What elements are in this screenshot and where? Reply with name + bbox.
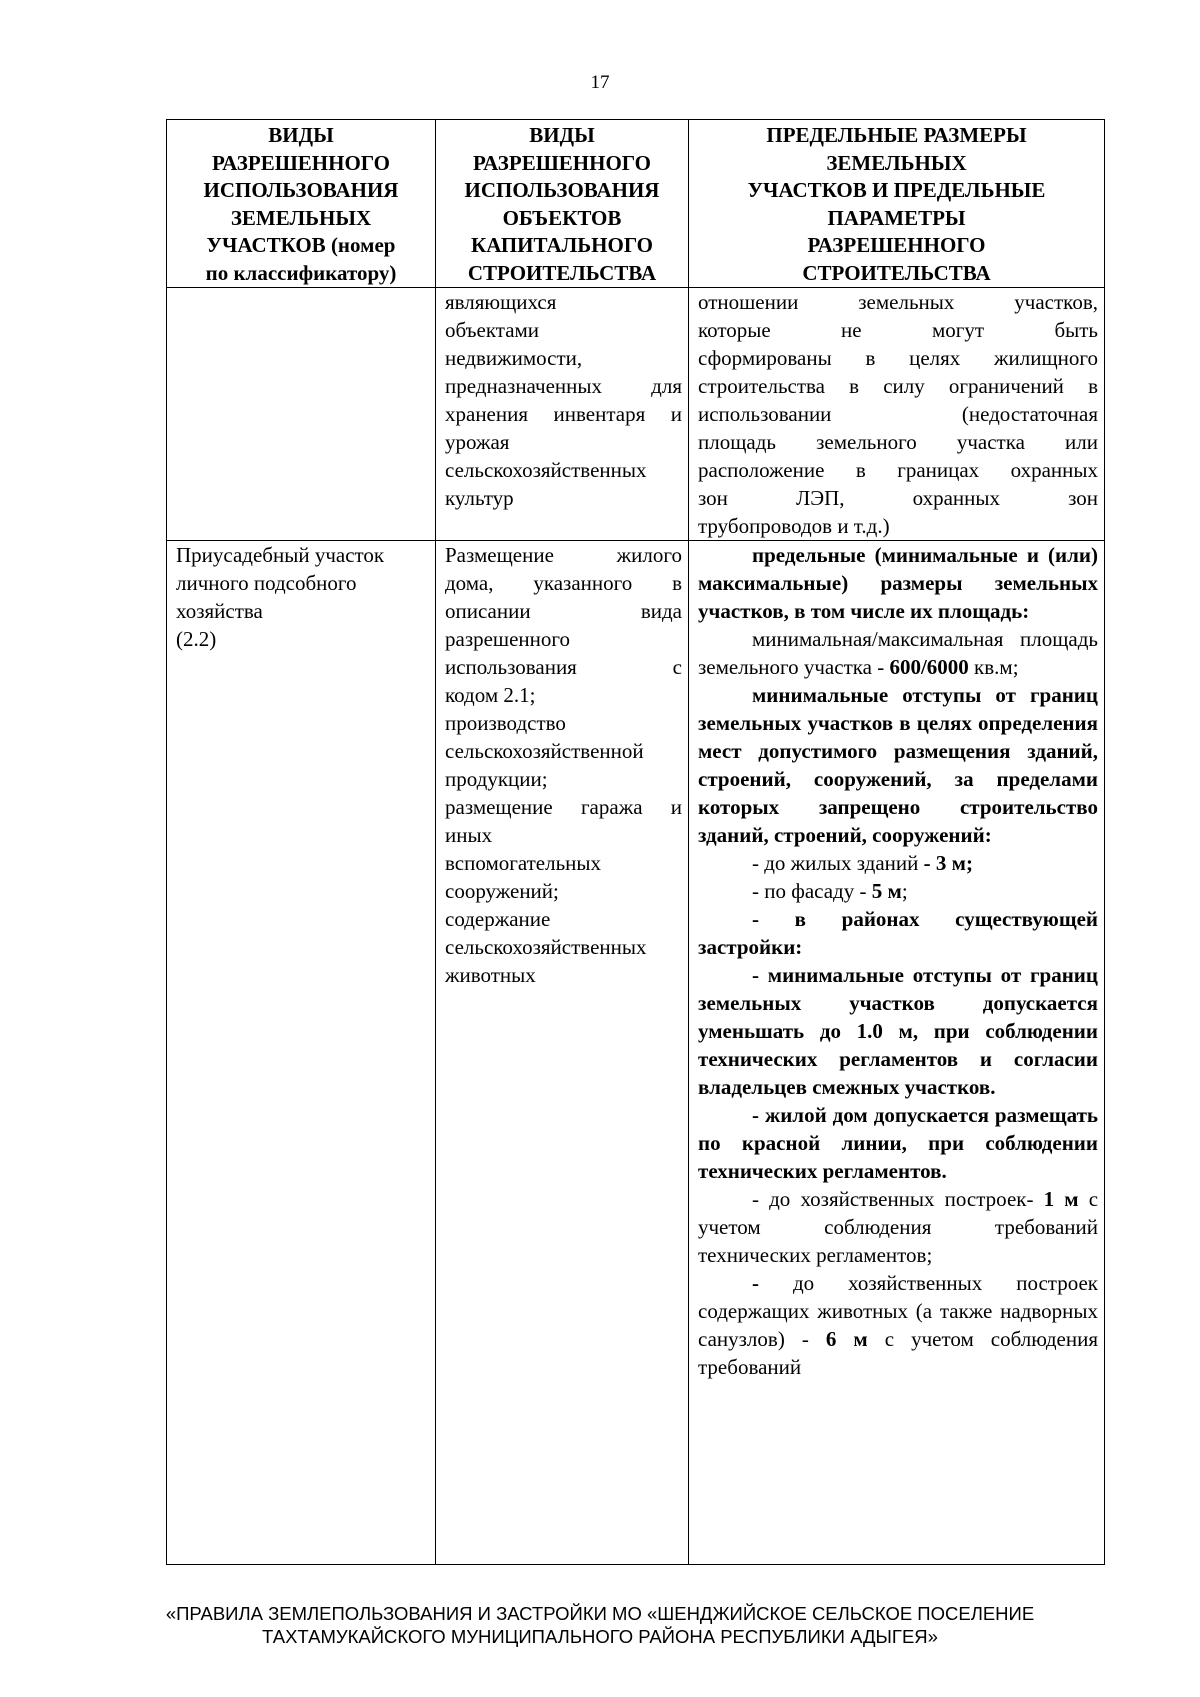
paragraph-area <box>698 625 1098 681</box>
header-line: СТРОИТЕЛЬСТВА <box>467 260 657 285</box>
animal-outbuildings-value: 6 м <box>825 1327 868 1351</box>
paragraph-red-line: - жилой дом допускается размещать по красной линии, при соблюдении технических регламентов. <box>698 1103 1098 1183</box>
cell-line: разрешенного <box>445 627 570 651</box>
header-line: ИСПОЛЬЗОВАНИЯ <box>464 178 660 202</box>
outbuildings-value: 1 м <box>1043 1187 1079 1211</box>
cell-line: кодом 2.1; <box>445 683 536 707</box>
paragraph-outbuildings <box>698 1185 1098 1269</box>
table-row <box>167 288 1105 541</box>
cell-line: продукции; <box>445 767 548 791</box>
paragraph-animal-outbuildings <box>698 1269 1098 1381</box>
header-line: ОБЪЕКТОВ <box>502 205 622 230</box>
facade-setback-end: ; <box>901 879 908 903</box>
cell-line: сформированы в целях жилищного <box>698 346 1098 370</box>
header-line: РАЗРЕШЕННОГО <box>473 150 651 175</box>
cell-line: размещение гаража и <box>445 795 682 819</box>
header-line: КАПИТАЛЬНОГО <box>470 233 654 257</box>
cell-line: Приусадебный участок <box>176 543 385 567</box>
header-line: ПАРАМЕТРЫ <box>827 205 966 230</box>
facade-setback-value: 5 м <box>871 879 902 903</box>
document-footer <box>0 1602 1200 1648</box>
cell-line: хозяйства <box>176 599 263 623</box>
cell-line: иных <box>445 823 493 847</box>
header-line: СТРОИТЕЛЬСТВА <box>802 260 991 285</box>
facade-setback-text: - по фасаду - <box>752 879 867 903</box>
row2-construction-use-cell <box>436 541 689 1565</box>
row1-land-use-cell <box>167 288 436 541</box>
cell-line: животных <box>445 963 536 987</box>
row1-parameters-cell <box>689 288 1105 541</box>
header-line: УЧАСТКОВ (номер <box>206 233 396 257</box>
animal-outbuildings-text: до хозяйственных построек содержащих животных (а также надворных санузлов) - <box>698 1271 1099 1351</box>
header-line: ЗЕМЕЛЬНЫХ <box>230 205 372 230</box>
cell-line: вспомогательных <box>445 851 602 875</box>
area-value: 600/6000 <box>889 655 969 679</box>
page-number: 17 <box>590 72 610 93</box>
cell-line: производство <box>445 711 566 735</box>
cell-line: урожая <box>445 430 510 454</box>
area-text: минимальная/максимальная площадь земельного участка - <box>698 627 1098 679</box>
header-line: РАЗРЕШЕННОГО <box>212 150 390 175</box>
cell-line: культур <box>445 486 514 510</box>
cell-line: сельскохозяйственных <box>445 935 647 959</box>
header-line: ВИДЫ <box>268 123 334 147</box>
footer-line-1: «ПРАВИЛА ЗЕМЛЕПОЛЬЗОВАНИЯ И ЗАСТРОЙКИ МО «ШЕНДЖИЙСКОЕ СЕЛЬСКОЕ ПОСЕЛЕНИЕ <box>165 1603 1035 1624</box>
paragraph-setbacks: минимальные отступы от границ земельных участков в целях определения мест допустимого размещения зданий, строений, сооружений, за пределами которых запрещено строительство зданий, строений, сооружений: <box>698 683 1098 847</box>
animal-outbuildings-dash: - <box>752 1271 759 1295</box>
header-line: по классификатору) <box>205 260 397 285</box>
cell-line: (2.2) <box>176 627 217 651</box>
cell-line: сооружений; <box>445 879 559 903</box>
header-construction-use-types <box>436 120 689 288</box>
cell-line: хранения инвентаря и <box>445 402 682 426</box>
header-line: ИСПОЛЬЗОВАНИЯ <box>203 178 399 202</box>
cell-line: предназначенных для <box>445 374 682 398</box>
regulations-table <box>166 119 1105 1565</box>
paragraph-facade-setback <box>698 877 1098 905</box>
header-line: РАЗРЕШЕННОГО <box>807 233 986 257</box>
paragraph-residential-setback <box>698 849 1098 877</box>
header-line: ВИДЫ <box>529 123 595 147</box>
cell-line: использовании (недостаточная <box>698 402 1098 426</box>
cell-line: сельскохозяйственной <box>445 739 644 763</box>
row2-parameters-cell <box>689 541 1105 1565</box>
header-line: УЧАСТКОВ И ПРЕДЕЛЬНЫЕ <box>747 178 1046 202</box>
cell-line: трубопроводов и т.д.) <box>698 514 890 538</box>
cell-line: которые не могут быть <box>698 318 1098 342</box>
outbuildings-note: с учетом соблюдения требований технических регламентов; <box>698 1187 1099 1267</box>
header-line: ПРЕДЕЛЬНЫЕ РАЗМЕРЫ <box>766 123 1027 147</box>
outbuildings-text: - до хозяйственных построек- <box>752 1187 1034 1211</box>
table-header-row <box>167 120 1105 288</box>
footer-line-2: ТАХТАМУКАЙСКОГО МУНИЦИПАЛЬНОГО РАЙОНА РЕСПУБЛИКИ АДЫГЕЯ» <box>262 1626 938 1647</box>
paragraph-reduced-setbacks: - минимальные отступы от границ земельных участков допускается уменьшать до 1.0 м, при соблюдении технических регламентов и согласии владельцев смежных участков. <box>698 963 1098 1099</box>
header-limit-parameters <box>689 120 1105 288</box>
cell-line: дома, указанного в <box>445 571 682 595</box>
cell-line: расположение в границах охранных <box>698 458 1098 482</box>
residential-setback-text: - до жилых зданий <box>752 851 919 875</box>
cell-line: личного подсобного <box>176 571 357 595</box>
cell-line: строительства в силу ограничений в <box>698 374 1098 398</box>
row2-land-use-cell <box>167 541 436 1565</box>
cell-line: использования с <box>445 655 682 679</box>
cell-line: зон ЛЭП, охранных зон <box>698 486 1098 510</box>
paragraph-existing-development: - в районах существующей застройки: <box>698 907 1098 959</box>
area-unit: кв.м; <box>974 655 1019 679</box>
paragraph-size-limits: предельные (минимальные и (или) максимальные) размеры земельных участков, в том числе их площадь: <box>698 543 1098 623</box>
table-row <box>167 541 1105 1565</box>
cell-line: отношении земельных участков, <box>698 290 1098 314</box>
header-land-use-types <box>167 120 436 288</box>
animal-outbuildings-note: с учетом соблюдения требований <box>698 1327 1098 1379</box>
cell-line: являющихся <box>445 290 557 314</box>
cell-line: сельскохозяйственных <box>445 458 647 482</box>
header-line: ЗЕМЕЛЬНЫХ <box>826 150 967 175</box>
cell-line: содержание <box>445 907 551 931</box>
cell-line: Размещение жилого <box>445 543 682 567</box>
cell-line: описании вида <box>445 599 682 623</box>
residential-setback-value: - 3 м; <box>923 851 973 875</box>
cell-line: недвижимости, <box>445 346 583 370</box>
cell-line: объектами <box>445 318 540 342</box>
row1-construction-use-cell <box>436 288 689 541</box>
cell-line: площадь земельного участка или <box>698 430 1098 454</box>
